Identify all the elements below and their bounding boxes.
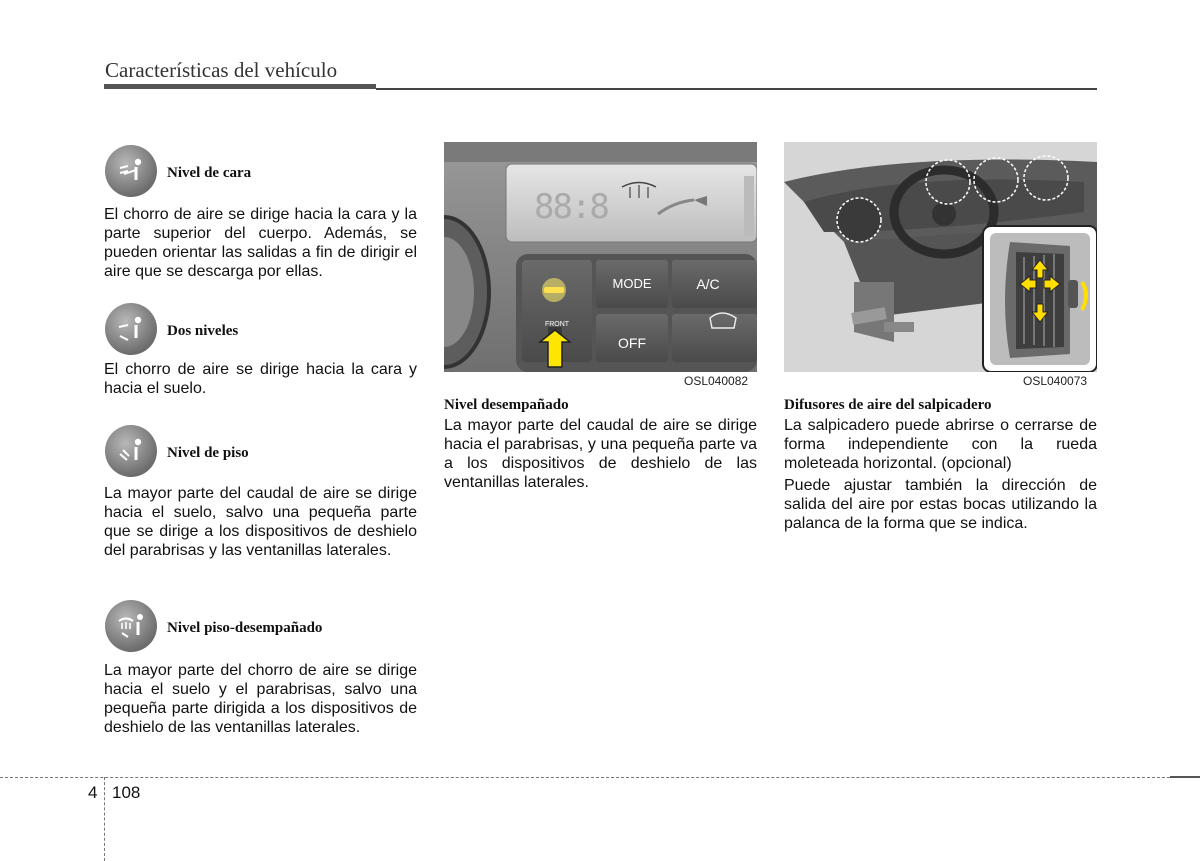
footer-dashed-rule (0, 777, 1200, 778)
off-button[interactable]: OFF (618, 335, 646, 351)
mode-floor-text: La mayor parte del caudal de aire se dirige hacia el suelo, salvo una pequeña parte que se dirige a los dispositivos de deshielo del parabrisas y las ventanillas laterales. (104, 485, 417, 559)
ac-button[interactable]: A/C (696, 276, 720, 292)
mode-bilevel-text: El chorro de aire se dirige hacia la cara y hacia el suelo. (104, 361, 417, 397)
chapter-number: 4 (88, 783, 98, 802)
page-number: 108 (112, 783, 141, 802)
floor-level-icon (105, 425, 157, 477)
mode-bilevel-heading (105, 303, 238, 355)
mode-face-heading (105, 145, 251, 197)
page-header-title: Características del vehículo (105, 58, 338, 82)
figure-code-2: OSL040073 (1023, 374, 1088, 388)
figure-code-1: OSL040082 (684, 374, 749, 388)
footer-vertical-rule (104, 777, 105, 861)
caption-defrost-text: La mayor parte del caudal de aire se dirige hacia el parabrisas, y una pequeña parte va a los dispositivos de deshielo de las ventanillas laterales. (444, 417, 757, 491)
caption-vents-title: Difusores de aire del salpicadero (784, 397, 992, 413)
mode-floor-defrost-heading (105, 600, 322, 652)
mode-floor-defrost-label: Nivel piso-desempañado (167, 619, 323, 636)
lcd-display-digits: 88:8 (534, 187, 608, 227)
bi-level-icon (105, 303, 157, 355)
face-level-icon (105, 145, 157, 197)
floor-defrost-icon (105, 600, 157, 652)
caption-defrost-title: Nivel desempañado (444, 397, 569, 413)
header-rule-thick (104, 84, 376, 89)
mode-face-text: El chorro de aire se dirige hacia la cara y la parte superior del cuerpo. Además, se pueden orientar las salidas a fin de dirigir el aire que se descarga por ellas. (104, 206, 417, 280)
caption-vents-text-1: La salpicadero puede abrirse o cerrarse de forma independiente con la rueda moleteada horizontal. (opcional) (784, 417, 1097, 472)
mode-floor-defrost-text: La mayor parte del chorro de aire se dirige hacia el suelo y el parabrisas, salvo una pequeña parte dirigida a los dispositivos de deshielo de las ventanillas laterales. (104, 662, 417, 736)
mode-button[interactable]: MODE (612, 276, 652, 291)
footer-rule-end (1170, 776, 1200, 778)
front-defrost-button[interactable]: FRONT (544, 321, 570, 328)
mode-face-label: Nivel de cara (167, 164, 252, 181)
dashboard-illustration (784, 142, 1097, 372)
mode-bilevel-label: Dos niveles (167, 322, 239, 339)
figure-climate-panel (444, 142, 757, 372)
header-rule-thin (376, 88, 1097, 90)
caption-vents-text-2: Puede ajustar también la dirección de salida del aire por estas bocas utilizando la palanca de la forma que se indica. (784, 477, 1097, 532)
figure-dashboard-vents (784, 142, 1097, 372)
mode-floor-heading (105, 425, 249, 477)
mode-floor-label: Nivel de piso (167, 444, 249, 461)
